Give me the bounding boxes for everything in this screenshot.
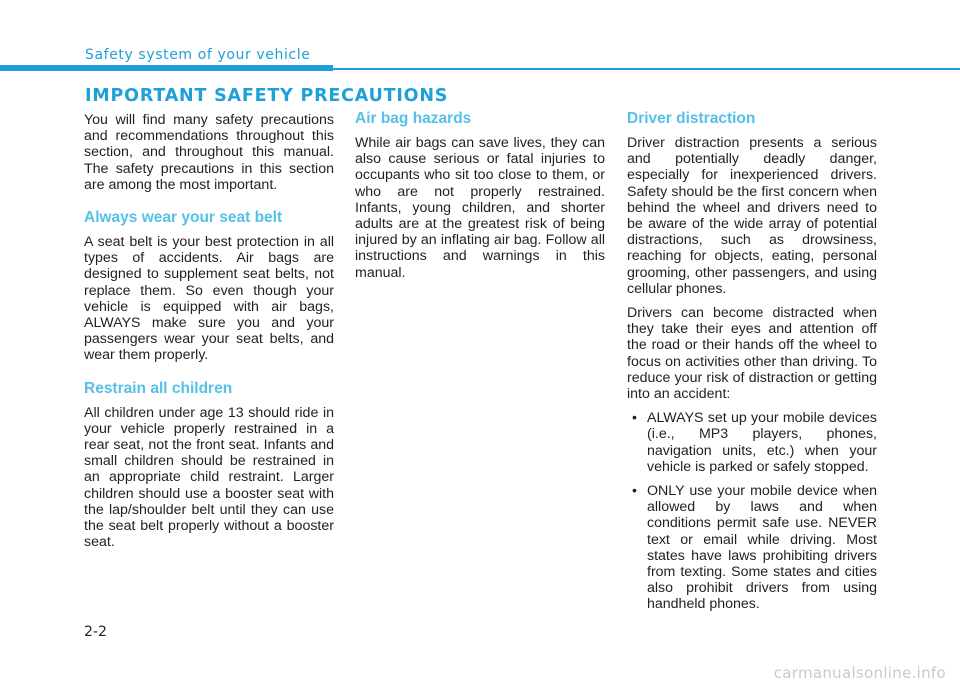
seat-belt-heading: Always wear your seat belt <box>84 209 283 227</box>
column-left <box>84 112 334 558</box>
list-item-text: ONLY use your mobile device when allowed by laws and when conditions permit safe use. NEVER text or email while driving. Most states have laws prohibiting drivers from texting. Some states and cities also prohibit drivers from using handheld phones. <box>647 483 877 613</box>
page-number: 2-2 <box>84 624 107 640</box>
distraction-heading: Driver distraction <box>627 110 756 127</box>
list-item <box>627 410 877 475</box>
intro-paragraph: You will find many safety precautions and recommendations throughout this section, and throughout this manual. The safety precautions in this section are among the most important. <box>84 112 334 193</box>
distraction-paragraph-1: Driver distraction presents a serious and potentially deadly danger, especially for inexperienced drivers. Safety should be the first concern when behind the wheel and drivers need to be aware of the wide array of potential distractions, such as drowsiness, reaching for objects, eating, personal grooming, other passengers, and using cellular phones. <box>627 135 877 297</box>
watermark: carmanualsonline.info <box>773 664 946 682</box>
bullet-icon: • <box>632 483 637 500</box>
page-title: IMPORTANT SAFETY PRECAUTIONS <box>85 86 449 106</box>
list-item-text: ALWAYS set up your mobile devices (i.e., MP3 players, phones, navigation units, etc.) when your vehicle is parked or safely stopped. <box>647 410 877 475</box>
header-rule-thin <box>333 68 960 70</box>
header-rule-thick <box>0 65 333 71</box>
seat-belt-paragraph: A seat belt is your best protection in all types of accidents. Air bags are designed to supplement seat belts, not replace them. So even though your vehicle is equipped with air bags, ALWAYS make sure you and your passengers wear your seat belts, and wear them properly. <box>84 234 334 364</box>
distraction-paragraph-2: Drivers can become distracted when they take their eyes and attention off the road or their hands off the wheel to focus on activities other than driving. To reduce your risk of distraction or getting into an accident: <box>627 305 877 403</box>
column-middle <box>355 109 605 289</box>
running-header: Safety system of your vehicle <box>85 47 311 63</box>
air-bag-heading: Air bag hazards <box>355 110 472 127</box>
air-bag-paragraph: While air bags can save lives, they can also cause serious or fatal injuries to occupants who sit too close to them, or who are not properly restrained. Infants, young children, and shorter adults are at the greatest risk of being injured by an inflating air bag. Follow all instructions and warnings in this manual. <box>355 135 605 281</box>
distraction-list <box>627 410 877 612</box>
children-paragraph: All children under age 13 should ride in your vehicle properly restrained in a rear seat, not the front seat. Infants and small children should be restrained in an appropriate child restraint. Larger children should use a booster seat with the lap/shoulder belt until they can use the seat belt properly without a booster seat. <box>84 404 334 551</box>
column-right <box>627 109 877 621</box>
bullet-icon: • <box>632 410 637 427</box>
children-heading: Restrain all children <box>84 379 233 397</box>
list-item <box>627 483 877 613</box>
